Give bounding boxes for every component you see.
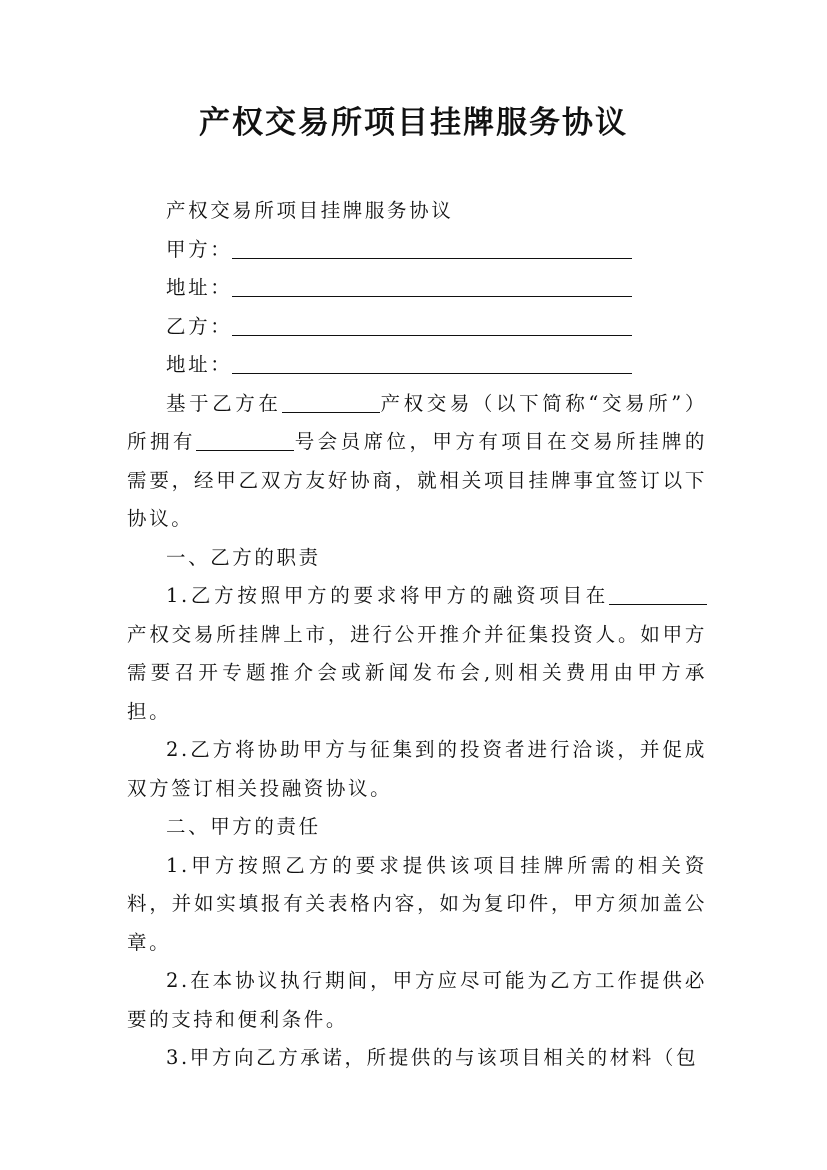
document-body [127,192,707,1078]
exchange-name-blank [282,392,380,413]
intro-paragraph [127,385,707,539]
party-b-address-blank [232,354,632,375]
exchange-location-blank [609,585,707,606]
section1-item1 [127,577,707,731]
party-a-address-blank [232,277,632,298]
section1-item1-text-2: 产权交易所挂牌上市，进行公开推介并征集投资人。如甲方需要召开专题推介会或新闻发布会,则相关费用由甲方承担。 [127,622,707,723]
intro-text-3: 号会员席位，甲方有项目在交易所挂牌的需要，经甲乙双方友好协商，就相关项目挂牌事宜签订以下协议。 [127,430,707,530]
section1-item2: 2.乙方将协助甲方与征集到的投资者进行洽谈，并促成双方签订相关投融资协议。 [127,738,707,800]
intro-text-2: 产权交易（以下简称“交易所”）所拥有 [127,391,707,453]
party-a-address-line [127,269,707,308]
section2-heading: 二、甲方的责任 [166,815,321,838]
party-a-blank [232,238,632,259]
party-b-line [127,308,707,347]
section2-item1: 1.甲方按照乙方的要求提供该项目挂牌所需的相关资料，并如实填报有关表格内容，如为复印件，甲方须加盖公章。 [127,853,707,954]
party-a-label: 甲方： [166,237,233,261]
member-seat-blank [196,431,294,452]
party-a-address-label: 地址： [166,276,233,299]
section1-item1-text-1: 1.乙方按照甲方的要求将甲方的融资项目在 [166,584,609,607]
intro-text-1: 基于乙方在 [166,391,282,415]
party-b-address-label: 地址： [166,353,233,376]
party-b-address-line [127,346,707,385]
section2-item2: 2.在本协议执行期间，甲方应尽可能为乙方工作提供必要的支持和便利条件。 [127,969,707,1031]
subtitle-line: 产权交易所项目挂牌服务协议 [166,199,454,222]
party-b-label: 乙方： [166,314,233,338]
section1-heading: 一、乙方的职责 [166,545,321,569]
party-b-blank [232,315,632,336]
section2-item3: 3.甲方向乙方承诺，所提供的与该项目相关的材料（包 [166,1046,699,1069]
party-a-line [127,231,707,270]
document-title: 产权交易所项目挂牌服务协议 [199,105,628,141]
